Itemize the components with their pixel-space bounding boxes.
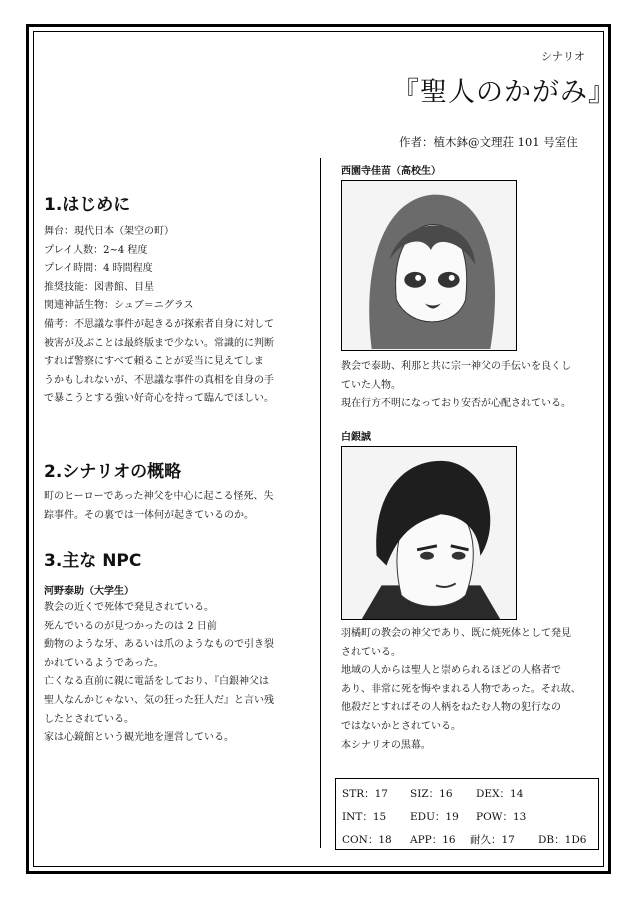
text-line: 町のヒーローであった神父を中心に起こる怪死、失: [44, 491, 274, 502]
text-line: 本シナリオの黒幕。: [341, 739, 431, 751]
text-line: プレイ人数：2~4 程度: [44, 244, 148, 256]
npc-saionji-text: [341, 358, 603, 414]
page-title: 『聖人のかがみ』: [392, 77, 616, 108]
text-line: 推奨技能：図書館、目星: [44, 281, 154, 293]
npc-name-saionji: 西園寺佳苗（高校生）: [341, 166, 441, 177]
heading-intro: 1.はじめに: [44, 195, 131, 215]
text-line: すれば警察にすべて頼ることが妥当に見えてしま: [44, 356, 264, 368]
overview-text: [44, 488, 312, 525]
text-line: 教会の近くで死体で発見されている。: [44, 602, 214, 613]
npc-name-kawano: 河野泰助（大学生）: [44, 586, 134, 597]
text-line: ではないかとされている。: [341, 720, 461, 732]
text-line: 関連神話生物：シュブ＝ニグラス: [44, 300, 194, 312]
text-line: 舞台：現代日本（架空の町）: [44, 226, 174, 237]
heading-overview: 2.シナリオの概略: [44, 462, 182, 482]
stat-block: [335, 778, 599, 850]
stat-pow: POW：13: [476, 811, 527, 823]
text-line: したとされている。: [44, 713, 134, 725]
text-line: プレイ時間：4 時間程度: [44, 263, 153, 275]
npc-kawano-text: [44, 599, 312, 748]
text-line: うかもしれないが、不思議な事件の真相を自身の手: [44, 374, 274, 386]
text-line: 現在行方不明になっており安否が心配されている。: [341, 398, 571, 410]
text-line: 踪事件。その裏では一体何が起きているのか。: [44, 509, 254, 521]
text-line: 羽橘町の教会の神父であり、既に焼死体として発見: [341, 628, 571, 639]
text-line: 死んでいるのが見つかったのは 2 日前: [44, 620, 217, 632]
stat-db: DB：1D6: [538, 834, 587, 846]
text-line: で暴こうとする強い好奇心を持って臨んでほしい。: [44, 393, 274, 405]
girl-portrait-illustration: [342, 181, 516, 350]
npc-name-shirogane: 白銀誠: [341, 432, 371, 443]
text-line: 家は心鏡館という観光地を運営している。: [44, 732, 234, 744]
text-line: かれているようであった。: [44, 657, 164, 669]
text-line: 聖人なんかじゃない、気の狂った狂人だ』と言い残: [44, 694, 274, 706]
heading-npcs: 3.主な NPC: [44, 551, 142, 571]
stat-siz: SIZ：16: [410, 788, 453, 800]
priest-portrait-illustration: [342, 447, 516, 619]
stat-row-2: [342, 809, 526, 824]
text-line: 被害が及ぶことは最終版まで少ない。常識的に判断: [44, 337, 274, 349]
text-line: あり、非常に死を悔やまれる人物であった。それ故、: [341, 683, 581, 695]
text-line: されている。: [341, 646, 401, 658]
text-line: 備考：不思議な事件が起きるが探索者自身に対して: [44, 318, 274, 330]
stat-row-1: [342, 786, 523, 801]
text-line: 地域の人からは聖人と崇められるほどの人格者で: [341, 665, 561, 677]
npc-shirogane-text: [341, 625, 603, 755]
stat-dex: DEX：14: [476, 788, 524, 800]
text-line: 他殺だとすればその人柄をねたむ人物の犯行なの: [341, 702, 561, 714]
stat-app: APP：16: [410, 834, 456, 846]
stat-int: INT：15: [342, 811, 387, 823]
stat-con: CON：18: [342, 834, 392, 846]
text-line: 教会で泰助、利那と共に宗一神父の手伝いを良くし: [341, 361, 571, 372]
stat-row-3: [342, 832, 586, 847]
intro-text: [44, 223, 312, 409]
scenario-label: シナリオ: [541, 50, 585, 63]
stat-str: STR：17: [342, 788, 388, 800]
portrait-shirogane: [341, 446, 517, 620]
text-line: ていた人物。: [341, 379, 401, 391]
text-line: 亡くなる直前に親に電話をしており、『白銀神父は: [44, 676, 269, 688]
author-line: 作者：植木鉢@文理荘 101 号室住: [399, 135, 578, 149]
column-divider: [320, 158, 321, 848]
portrait-saionji: [341, 180, 517, 351]
stat-edu: EDU：19: [410, 811, 459, 823]
stat-hp: 耐久：17: [470, 834, 515, 846]
text-line: 動物のような牙、あるいは爪のようなもので引き裂: [44, 639, 274, 651]
